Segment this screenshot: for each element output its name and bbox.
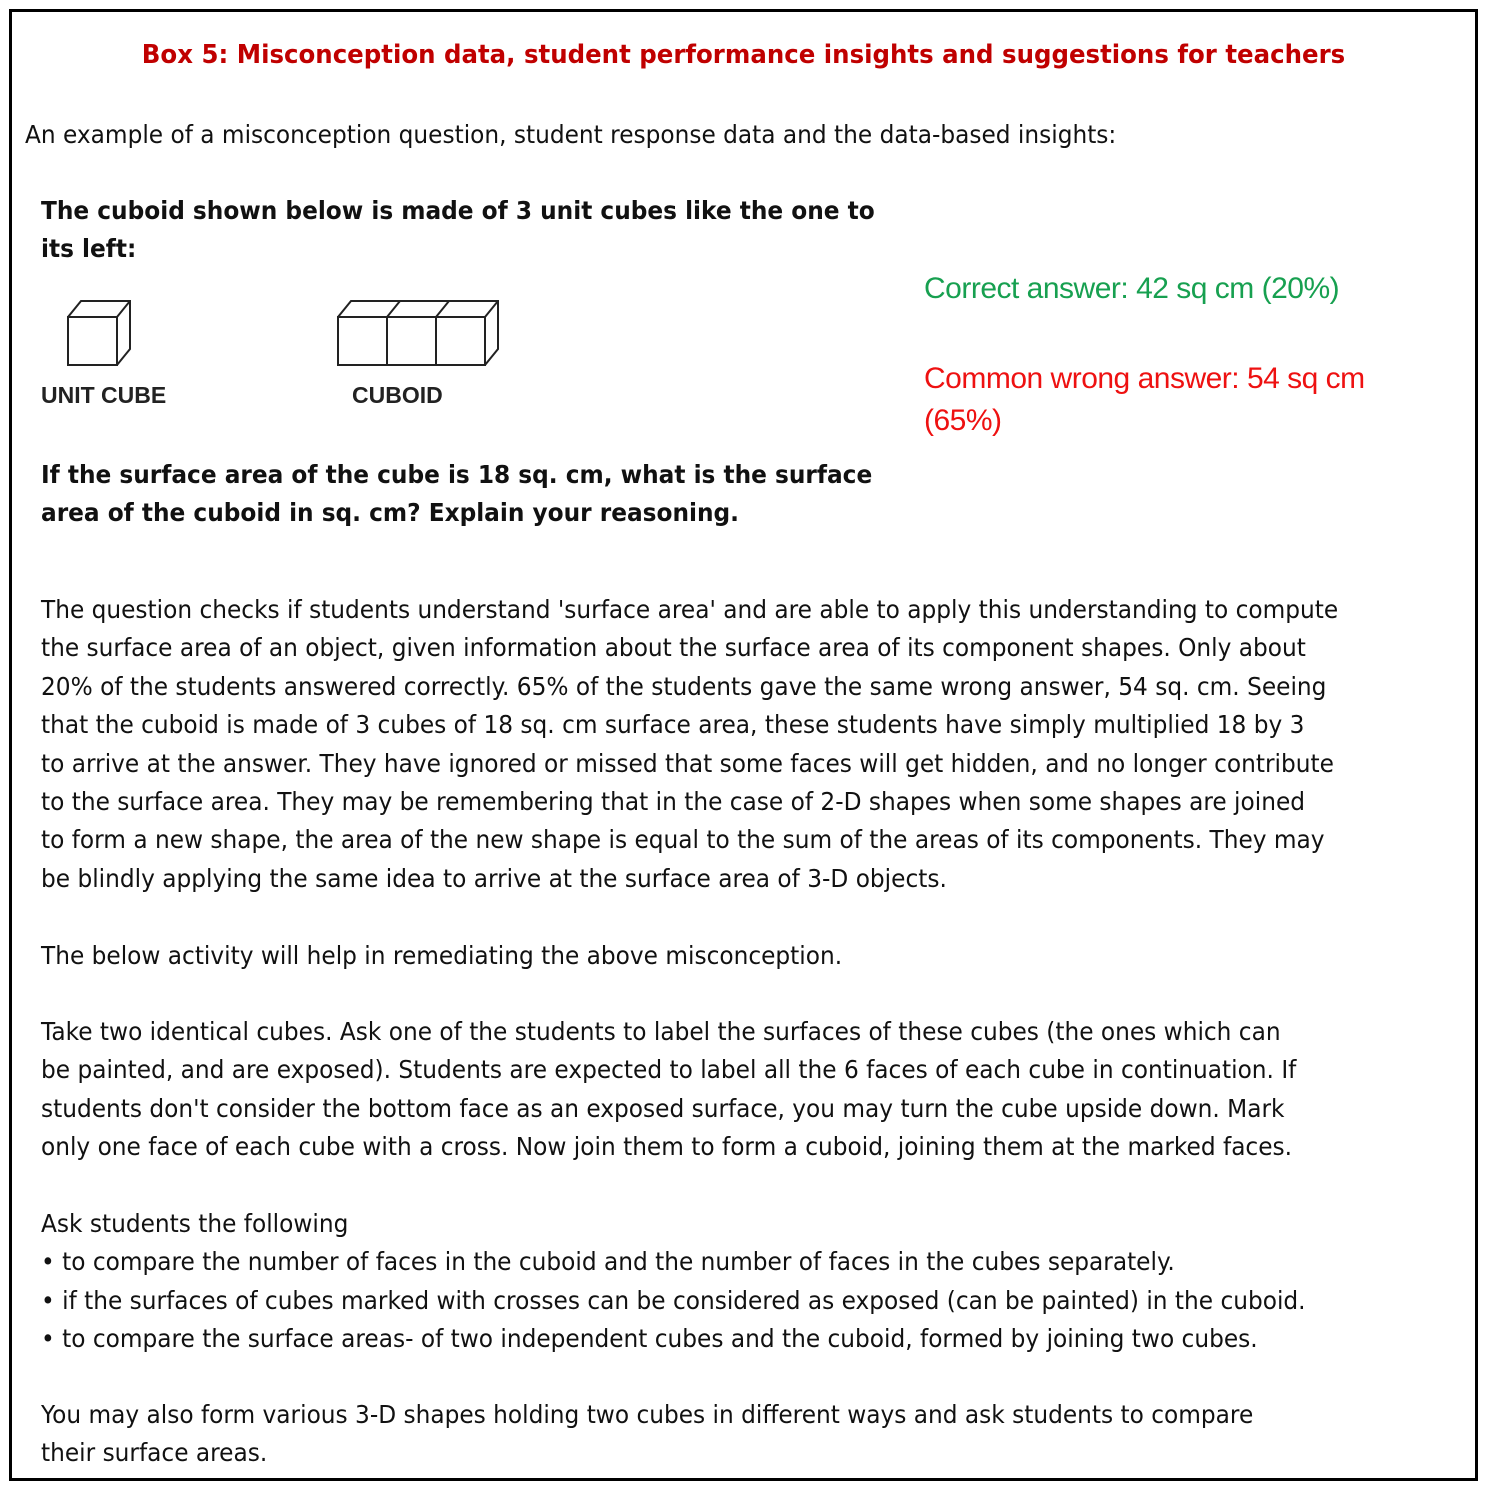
closing-paragraph [41, 1396, 1417, 1473]
cuboid-label: CUBOID [352, 382, 443, 408]
wrong-answer-line: (65%) [924, 404, 1002, 437]
closing-line: their surface areas. [41, 1438, 268, 1468]
correct-answer: Correct answer: 42 sq cm (20%) [924, 272, 1340, 305]
activity-paragraph [41, 1013, 1417, 1167]
analysis-line: to form a new shape, the area of the new shape is equal to the sum of the areas of its components. They may [41, 825, 1325, 855]
unit-cube-label: UNIT CUBE [41, 382, 167, 408]
analysis-line: to the surface area. They may be remembering that in the case of 2-D shapes when some shapes are joined [41, 787, 1306, 817]
question-lead [41, 192, 878, 268]
question-prompt [41, 456, 887, 532]
analysis-line: 20% of the students answered correctly. 65% of the students gave the same wrong answer, 54 sq. cm. Seeing [41, 671, 1327, 701]
activity-line: be painted, and are exposed). Students are expected to label all the 6 faces of each cube in continuation. If [41, 1055, 1297, 1085]
ask-item: • if the surfaces of cubes marked with crosses can be considered as exposed (can be painted) in the cuboid. [41, 1285, 1306, 1315]
question-prompt-line: If the surface area of the cube is 18 sq. cm, what is the surface [41, 460, 873, 489]
misconception-box [9, 9, 1478, 1481]
analysis-line: to arrive at the answer. They have ignored or missed that some faces will get hidden, and no longer contribute [41, 748, 1334, 778]
analysis-line: that the cuboid is made of 3 cubes of 18 sq. cm surface area, these students have simply multiplied 18 by 3 [41, 710, 1305, 740]
cuboid-figure [328, 296, 508, 376]
question-prompt-line: area of the cuboid in sq. cm? Explain your reasoning. [41, 498, 740, 527]
question-lead-line: its left: [41, 234, 137, 263]
common-wrong-answer [924, 358, 1444, 442]
analysis-line: the surface area of an object, given information about the surface area of its component shapes. Only about [41, 633, 1306, 663]
question-lead-line: The cuboid shown below is made of 3 unit cubes like the one to [41, 196, 875, 225]
activity-line: Take two identical cubes. Ask one of the students to label the surfaces of these cubes (the ones which can [41, 1017, 1281, 1046]
analysis-line: The question checks if students understand 'surface area' and are able to apply this understanding to compute [41, 595, 1339, 624]
analysis-line: be blindly applying the same idea to arrive at the surface area of 3-D objects. [41, 863, 947, 893]
unit-cube-figure [58, 296, 138, 376]
activity-line: students don't consider the bottom face as an exposed surface, you may turn the cube upside down. Mark [41, 1093, 1285, 1123]
ask-item: • to compare the number of faces in the cuboid and the number of faces in the cubes separately. [41, 1247, 1175, 1277]
box-title: Box 5: Misconception data, student performance insights and suggestions for teachers [141, 40, 1346, 70]
analysis-paragraph [41, 591, 1417, 898]
ask-list [41, 1205, 1417, 1359]
remediation-paragraph [41, 937, 1417, 975]
ask-item: • to compare the surface areas- of two independent cubes and the cuboid, formed by joining two cubes. [41, 1324, 1258, 1354]
intro-text: An example of a misconception question, student response data and the data-based insights: [25, 120, 1117, 149]
activity-line: only one face of each cube with a cross. Now join them to form a cuboid, joining them at the marked faces. [41, 1132, 1293, 1162]
remediation-line: The below activity will help in remediating the above misconception. [41, 941, 843, 970]
ask-heading: Ask students the following [41, 1209, 349, 1238]
wrong-answer-line: Common wrong answer: 54 sq cm [924, 362, 1365, 395]
closing-line: You may also form various 3-D shapes holding two cubes in different ways and ask students to compare [41, 1400, 1254, 1429]
